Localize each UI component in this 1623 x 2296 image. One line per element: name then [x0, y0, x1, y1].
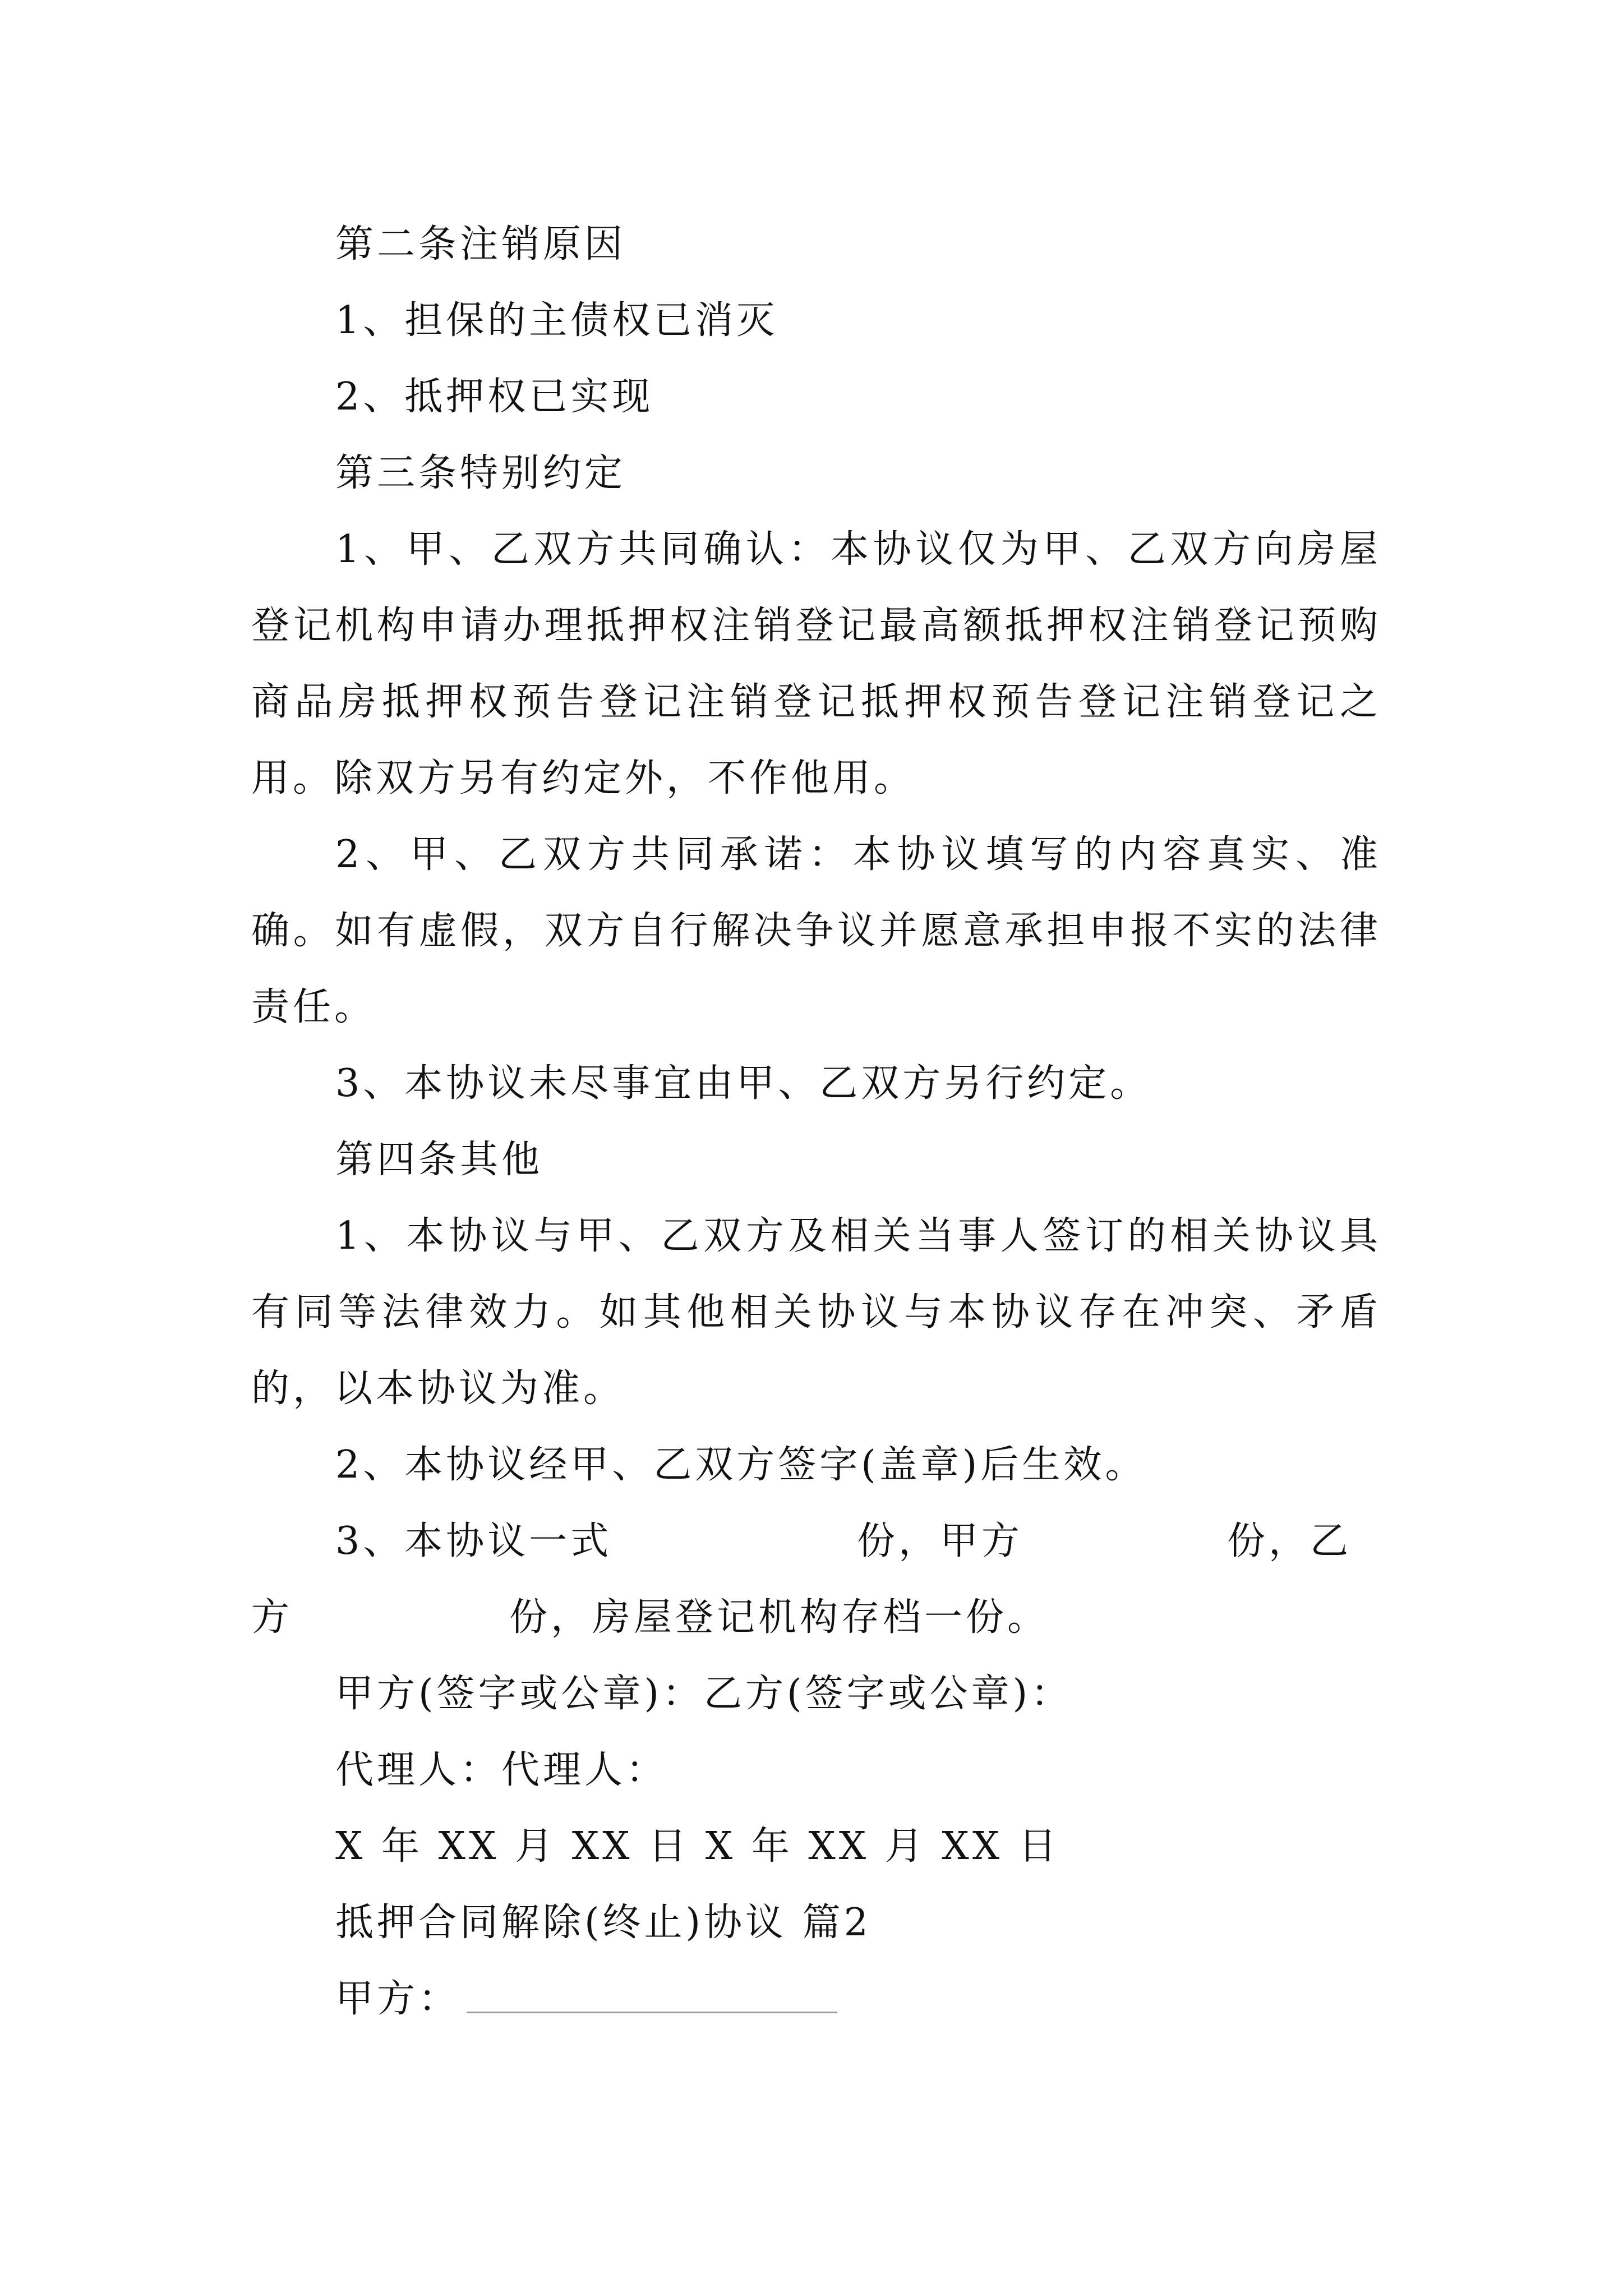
article-3-clause-3: 3、本协议未尽事宜由甲、乙双方另行约定。 — [335, 1061, 1152, 1106]
article-2-heading: 第二条注销原因 — [335, 222, 626, 266]
document-body — [251, 206, 1381, 2037]
party-a-row — [251, 1961, 1381, 2037]
article-4-clause-2: 2、本协议经甲、乙双方签字(盖章)后生效。 — [335, 1443, 1147, 1487]
copies-text-party-b-cont: 方 — [251, 1595, 293, 1640]
copies-text-count: 3、本协议一式 — [335, 1519, 612, 1563]
article-3-clause-2: 2、甲、乙双方共同承诺：本协议填写的内容真实、准确。如有虚假，双方自行解决争议并愿意承担申报不实的法律责任。 — [251, 832, 1381, 1029]
article-4-clause-3-line-1 — [251, 1503, 1381, 1580]
article-4-clause-3-line-2 — [251, 1580, 1381, 1656]
article-3-clause-1: 1、甲、乙双方共同确认：本协议仅为甲、乙双方向房屋登记机构申请办理抵押权注销登记最高额抵押权注销登记预购商品房抵押权预告登记注销登记抵押权预告登记注销登记之用。除双方另有约定外，不作他用。 — [251, 527, 1381, 800]
article-3-heading: 第三条特别约定 — [335, 451, 626, 495]
signature-parties: 甲方(签字或公章)：乙方(签字或公章)： — [335, 1672, 1073, 1716]
signature-dates: X 年 XX 月 XX 日 X 年 XX 月 XX 日 — [335, 1824, 1060, 1869]
article-4-clause-1: 1、本协议与甲、乙双方及相关当事人签订的相关协议具有同等法律效力。如其他相关协议与本协议存在冲突、矛盾的，以本协议为准。 — [251, 1214, 1381, 1411]
copies-text-party-b: 份，乙 — [1227, 1519, 1352, 1563]
article-2-item-1: 1、担保的主债权已消灭 — [335, 298, 778, 343]
article-2-item-2: 2、抵押权已实现 — [335, 375, 654, 419]
party-a-blank-line — [467, 1961, 837, 2013]
copies-text-party-a: 份，甲方 — [857, 1519, 1023, 1563]
article-4-heading: 第四条其他 — [335, 1138, 543, 1182]
signature-agents: 代理人：代理人： — [335, 1748, 668, 1792]
party-a-label: 甲方： — [335, 1977, 460, 2021]
copies-text-archive: 份，房屋登记机构存档一份。 — [509, 1595, 1049, 1640]
section-2-title: 抵押合同解除(终止)协议 篇2 — [335, 1901, 872, 1945]
